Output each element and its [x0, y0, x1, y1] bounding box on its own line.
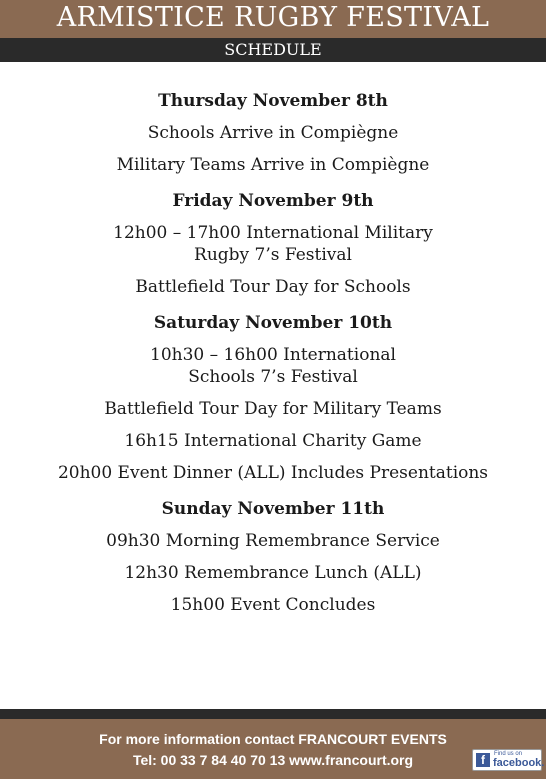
day-heading: Thursday November 8th — [158, 91, 388, 111]
schedule-item: 09h30 Morning Remembrance Service — [106, 531, 440, 551]
schedule-item: Schools Arrive in Compiègne — [147, 123, 399, 143]
schedule-item: 20h00 Event Dinner (ALL) Includes Presentations — [57, 463, 489, 483]
facebook-label: facebook. — [493, 757, 545, 769]
schedule-item: 12h00 – 17h00 International Military Rugby 7’s Festival — [113, 223, 433, 265]
contact-line: For more information contact FRANCOURT EVENTS — [99, 731, 447, 747]
facebook-find-label: Find us on — [494, 751, 523, 757]
footer — [0, 719, 546, 779]
schedule-item: 12h30 Remembrance Lunch (ALL) — [124, 563, 422, 583]
day-section-saturday — [0, 312, 546, 484]
day-section-thursday — [0, 90, 546, 176]
schedule-item: 15h00 Event Concludes — [170, 595, 376, 615]
schedule-item: 10h30 – 16h00 International Schools 7’s Festival — [150, 345, 396, 387]
schedule-label: SCHEDULE — [224, 40, 322, 59]
footer-divider — [0, 709, 546, 719]
schedule-item: 16h15 International Charity Game — [124, 431, 422, 451]
day-section-sunday — [0, 498, 546, 616]
schedule-item: Military Teams Arrive in Compiègne — [116, 155, 430, 175]
schedule-item: Battlefield Tour Day for Military Teams — [104, 399, 442, 419]
day-heading: Sunday November 11th — [161, 499, 385, 519]
schedule-list — [0, 90, 546, 630]
day-heading: Saturday November 10th — [153, 313, 393, 333]
page-title: ARMISTICE RUGBY FESTIVAL — [56, 2, 490, 33]
facebook-icon: f — [476, 753, 490, 767]
day-section-friday — [0, 190, 546, 298]
phone-website-line: Tel: 00 33 7 84 40 70 13 www.francourt.org — [132, 752, 414, 768]
day-heading: Friday November 9th — [172, 191, 374, 211]
facebook-badge[interactable] — [472, 749, 545, 771]
schedule-item: Battlefield Tour Day for Schools — [135, 277, 411, 297]
